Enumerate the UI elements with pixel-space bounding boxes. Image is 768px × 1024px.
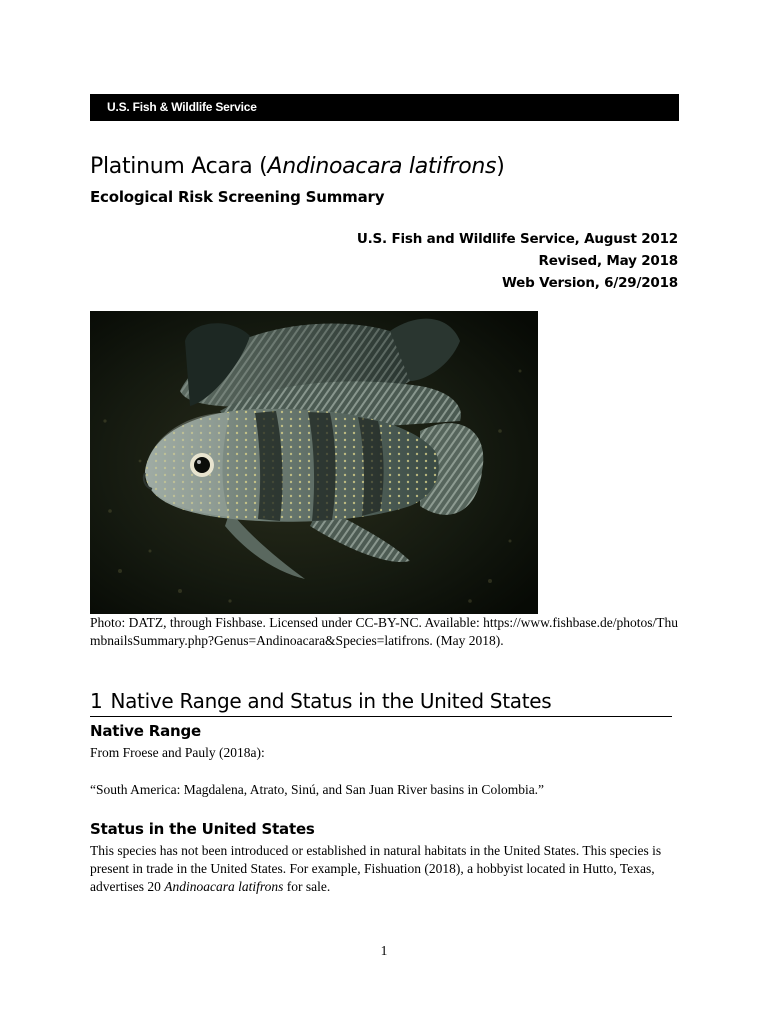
document-subtitle: Ecological Risk Screening Summary [90,188,385,206]
common-name: Platinum Acara ( [90,154,268,179]
fish-illustration [90,311,538,614]
native-range-source: From Froese and Pauly (2018a): [90,745,265,760]
section-heading-native-range-status [90,686,672,717]
meta-original-date: U.S. Fish and Wildlife Service, August 2012 [356,231,678,247]
title-close-paren: ) [496,154,505,179]
document-meta [357,228,678,294]
agency-name: U.S. Fish & Wildlife Service [107,100,257,114]
fish-photo [90,311,538,614]
meta-revised-date: Revised, May 2018 [538,253,678,269]
agency-header-bar [90,94,679,121]
subheading-us-status: Status in the United States [90,820,315,838]
us-status-species: Andinoacara latifrons [164,879,284,894]
photo-caption: Photo: DATZ, through Fishbase. Licensed under CC-BY-NC. Available: https://www.fishbase.de/photos/ThumbnailsSummary.php?Genus=Andinoacara&Species=latifrons. (May 2018). [90,615,678,648]
section-title: Native Range and Status in the United States [110,689,552,713]
scientific-name: Andinoacara latifrons [267,154,497,179]
us-status-text: This species has not been introduced or established in natural habitats in the United States. This species is present in trade in the United States. For example, Fishuation (2018), a hobbyist located in Hutto, Texas, advertises 20 [90,843,662,894]
section-number: 1 [90,689,103,713]
us-status-text-end: for sale. [283,879,331,894]
page-number: 1 [380,943,388,958]
us-status-paragraph [90,842,680,896]
document-title [90,152,505,182]
meta-web-version: Web Version, 6/29/2018 [501,275,678,291]
native-range-quote: “South America: Magdalena, Atrato, Sinú, and San Juan River basins in Colombia.” [90,782,545,797]
subheading-native-range: Native Range [90,722,202,740]
